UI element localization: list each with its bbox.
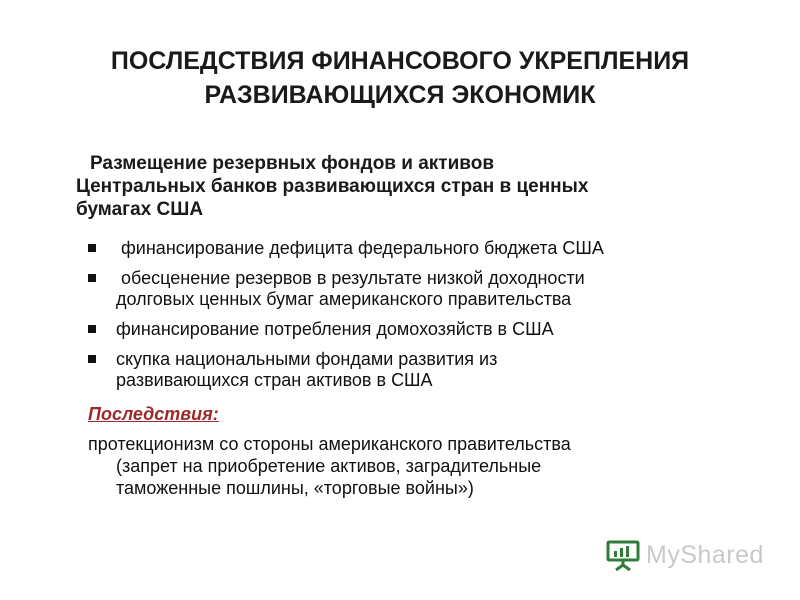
consequences-line-1: протекционизм со стороны американского правительства [88,434,571,454]
subheading-line-2: Центральных банков развивающихся стран в ценных [76,176,589,197]
consequences-line-2: (запрет на приобретение активов, заградительные [116,456,542,476]
bullet-text: финансирование потребления домохозяйств в США [116,319,554,339]
slide-title-line-2: РАЗВИВАЮЩИХСЯ ЭКОНОМИК [204,81,596,109]
square-bullet-icon [88,244,96,252]
bullet-text: скупка национальными фондами развития из [116,349,498,369]
consequences-line-3: таможенные пошлины, «торговые войны») [116,478,474,498]
bullet-item [88,268,768,310]
bullet-item [88,319,768,340]
subheading [76,152,776,221]
bullet-text: финансирование дефицита федерального бюджета США [121,238,604,258]
presentation-board-icon [606,538,640,572]
logo-text: MyShared [646,541,764,569]
bullet-text: обесценение резервов в результате низкой доходности [121,268,585,288]
bullet-item [88,349,768,391]
square-bullet-icon [88,325,96,333]
myshared-logo[interactable] [606,538,766,574]
square-bullet-icon [88,355,96,363]
bullet-text-continued: развивающихся стран активов в США [116,370,433,390]
slide-title [0,44,800,112]
square-bullet-icon [88,274,96,282]
subheading-line-1: Размещение резервных фондов и активов [90,153,495,174]
bullet-item [88,238,768,259]
subheading-line-3: бумагах США [76,199,204,220]
consequences-text [88,433,778,499]
slide-title-line-1: ПОСЛЕДСТВИЯ ФИНАНСОВОГО УКРЕПЛЕНИЯ [110,47,690,75]
consequences-heading: Последствия: [88,404,219,424]
bullet-text-continued: долговых ценных бумаг американского правительства [116,289,572,309]
bullet-list [88,238,768,400]
